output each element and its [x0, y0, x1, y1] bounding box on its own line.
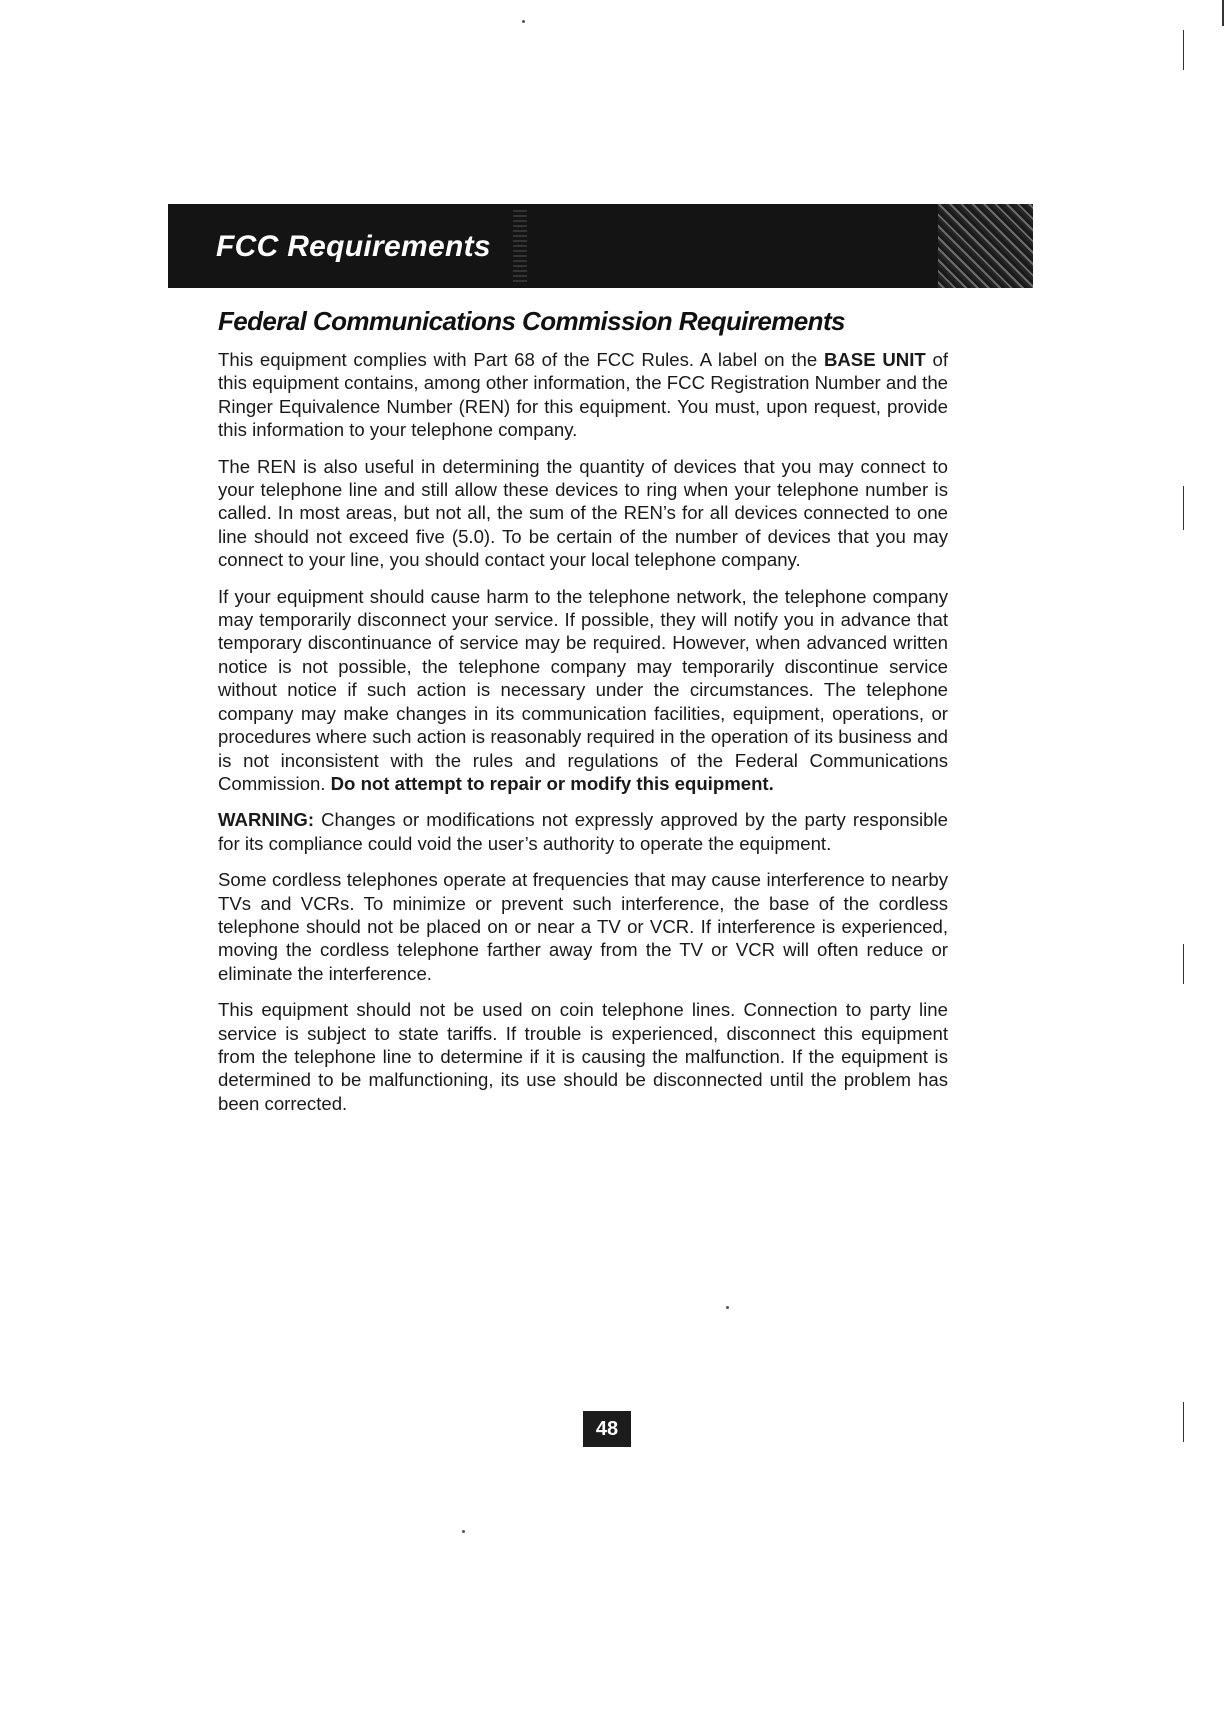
paragraph-text: of this equipment contains, among other information, the FCC Registration Number and the Ringer Equivalence Number (REN) for this equipment. You must, upon request, provide this information to your telephone company.: [218, 349, 948, 441]
paragraph-interference: Some cordless telephones operate at frequencies that may cause interference to nearby TVs and VCRs. To minimize or prevent such interference, the base of the cordless telephone should not be placed on or near a TV or VCR. If interference is experienced, moving the cordless telephone farther away from the TV or VCR will often reduce or eliminate the interference.: [218, 869, 948, 984]
scan-artifact: [513, 210, 527, 282]
paragraph-text: If your equipment should cause harm to the telephone network, the telephone company may temporarily disconnect your service. If possible, they will notify you in advance that temporary discontinuance of service may be required. However, when advanced written notice is not possible, the telephone company may temporarily discontinue service without notice if such action is necessary under the circumstances. The telephone company may make changes in its communication facilities, equipment, operations, or procedures where such action is reasonably required in the operation of its business and is not inconsistent with the rules and regulations of the Federal Communications Commission.: [218, 585, 948, 794]
scan-edge-mark: [1222, 0, 1224, 26]
header-noise-pattern: [938, 204, 1033, 288]
paragraph-network-harm: [218, 585, 948, 796]
page-number-badge: 48: [583, 1411, 631, 1447]
paragraph-fcc-label: [218, 348, 948, 442]
paragraph-ren: The REN is also useful in determining the quantity of devices that you may connect to your telephone line and still allow these devices to ring when your telephone number is called. In most areas, but not all, the sum of the REN’s for all devices connected to one line should not exceed five (5.0). To be certain of the number of devices that you may connect to your line, you should contact your local telephone company.: [218, 455, 948, 571]
paragraph-text: This equipment complies with Part 68 of the FCC Rules. A label on the: [218, 349, 824, 370]
repair-warning-emphasis: Do not attempt to repair or modify this equipment.: [330, 772, 774, 794]
scan-edge-mark: [1183, 1402, 1184, 1442]
section-header-bar: [168, 204, 1033, 288]
scan-speck: [462, 1530, 465, 1533]
scan-speck: [522, 20, 525, 23]
scan-edge-mark: [1183, 944, 1184, 984]
base-unit-emphasis: BASE UNIT: [823, 349, 926, 370]
scan-edge-mark: [1183, 30, 1184, 70]
paragraph-coin-lines: This equipment should not be used on coin telephone lines. Connection to party line service is subject to state tariffs. If trouble is experienced, disconnect this equipment from the telephone line to determine if it is causing the malfunction. If the equipment is determined to be malfunctioning, its use should be disconnected until the problem has been corrected.: [218, 999, 948, 1114]
scan-edge-mark: [1183, 486, 1184, 530]
body-text: [218, 348, 948, 1128]
warning-label: WARNING:: [218, 809, 315, 831]
paragraph-text: Changes or modifications not expressly approved by the party responsible for its compliance could void the user’s authority to operate the equipment.: [218, 809, 948, 854]
section-heading: Federal Communications Commission Requirements: [218, 306, 845, 336]
paragraph-warning: [218, 808, 948, 855]
header-title: FCC Requirements: [216, 230, 491, 263]
scan-speck: [726, 1306, 729, 1309]
